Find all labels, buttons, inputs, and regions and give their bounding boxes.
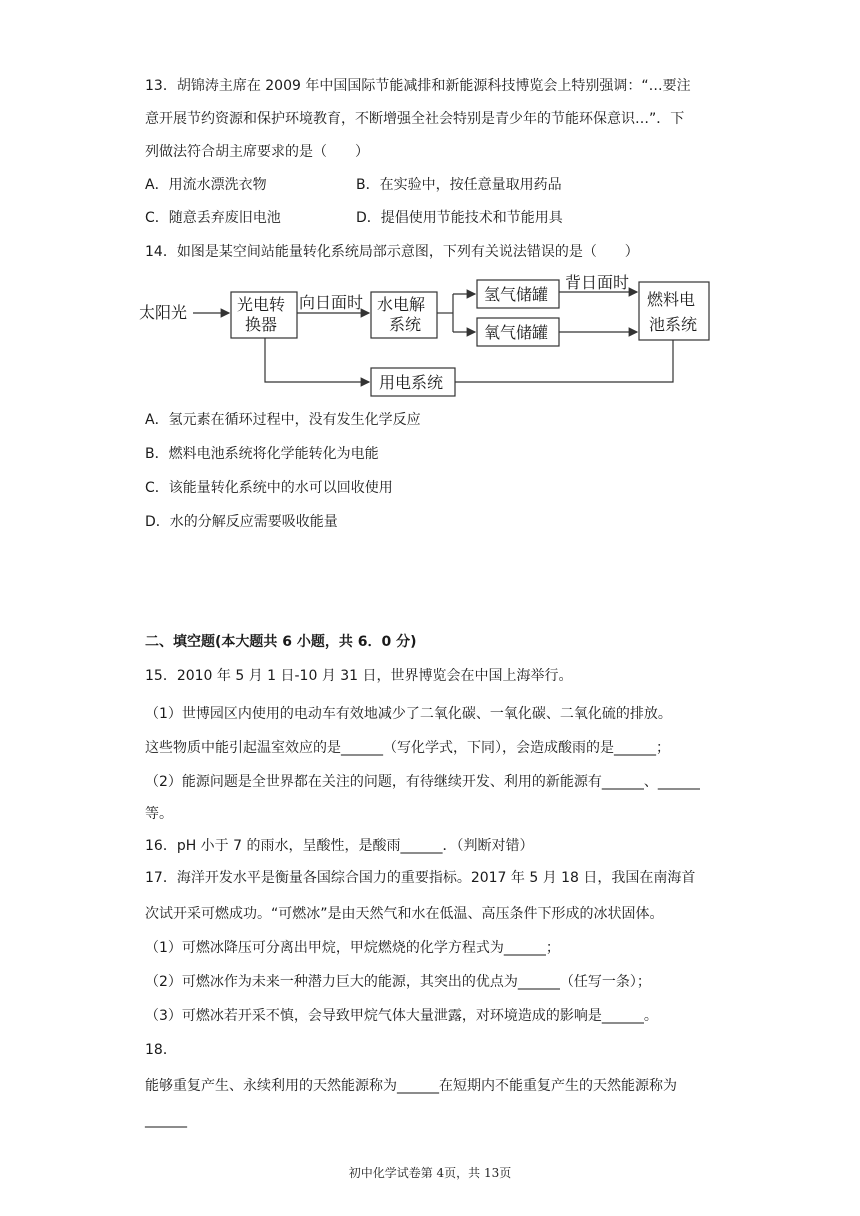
converter-label-2: 换器	[245, 315, 278, 334]
q15-line5: 等。	[145, 806, 173, 822]
h2-tank-label: 氢气储罐	[484, 285, 549, 304]
q18-line2: 能够重复产生、永续利用的天然能源称为______在短期内不能重复产生的天然能源称为	[145, 1078, 677, 1094]
q17-line3: （1）可燃冰降压可分离出甲烷，甲烷燃烧的化学方程式为______；	[145, 940, 560, 956]
o2-tank-label: 氧气储罐	[484, 323, 549, 342]
q13-line1: 13．胡锦涛主席在 2009 年中国国际节能减排和新能源科技博览会上特别强调：“…要注	[145, 78, 691, 94]
q13-option-b: B．在实验中，按任意量取用药品	[356, 177, 562, 193]
q17-line4: （2）可燃冰作为未来一种潜力巨大的能源，其突出的优点为______（任写一条）；	[145, 974, 651, 990]
day-side-label: 向日面时	[299, 293, 364, 312]
night-side-label: 背日面时	[565, 273, 630, 292]
q17-line5: （3）可燃冰若开采不慎，会导致甲烷气体大量泄露，对环境造成的影响是______。	[145, 1008, 658, 1024]
q13-option-a: A．用流水漂洗衣物	[145, 177, 267, 193]
q15-line4: （2）能源问题是全世界都在关注的问题，有待继续开发、利用的新能源有______、______	[145, 774, 700, 790]
q14-stem: 14．如图是某空间站能量转化系统局部示意图，下列有关说法错误的是（ ）	[145, 244, 639, 260]
q14-option-c: C．该能量转化系统中的水可以回收使用	[145, 480, 393, 496]
sunlight-label: 太阳光	[139, 303, 188, 322]
q17-line1: 17．海洋开发水平是衡量各国综合国力的重要指标。2017 年 5 月 18 日，我国在南海首	[145, 870, 696, 886]
q18-line1: 18．	[145, 1042, 177, 1058]
section-2-title: 二、填空题(本大题共 6 小题，共 6．0 分)	[145, 634, 417, 650]
arrow-converter-to-power	[265, 338, 369, 382]
q14-option-b: B．燃料电池系统将化学能转化为电能	[145, 446, 379, 462]
q13-line2: 意开展节约资源和保护环境教育，不断增强全社会特别是青少年的节能环保意识…”．下	[145, 111, 685, 127]
q14-option-d: D．水的分解反应需要吸收能量	[145, 514, 338, 530]
q15-line3: 这些物质中能引起温室效应的是______（写化学式，下同），会造成酸雨的是______；	[145, 740, 670, 756]
q13-line3: 列做法符合胡主席要求的是（ ）	[145, 144, 369, 160]
q17-line2: 次试开采可燃成功。“可燃冰”是由天然气和水在低温、高压条件下形成的冰状固体。	[145, 906, 664, 922]
fuelcell-label-2: 池系统	[649, 315, 698, 334]
q15-line2: （1）世博园区内使用的电动车有效地减少了二氧化碳、一氧化碳、二氧化硫的排放。	[145, 706, 672, 722]
q16-line1: 16．pH 小于 7 的雨水，呈酸性，是酸雨______．（判断对错）	[145, 838, 534, 854]
q14-option-a: A．氢元素在循环过程中，没有发生化学反应	[145, 412, 421, 428]
page-footer: 初中化学试卷第 4页，共 13页	[348, 1166, 512, 1180]
power-system-label: 用电系统	[379, 373, 444, 392]
fuelcell-label-1: 燃料电	[647, 290, 696, 309]
q18-line3: ______	[145, 1112, 187, 1128]
electrolysis-label-2: 系统	[389, 315, 422, 334]
electrolysis-label-1: 水电解	[377, 295, 426, 314]
converter-label-1: 光电转	[237, 295, 286, 314]
q15-line1: 15．2010 年 5 月 1 日-10 月 31 日，世界博览会在中国上海举行。	[145, 668, 573, 684]
q13-option-c: C．随意丢弃废旧电池	[145, 210, 281, 226]
q13-option-d: D．提倡使用节能技术和节能用具	[356, 210, 563, 226]
energy-conversion-diagram	[135, 272, 715, 402]
